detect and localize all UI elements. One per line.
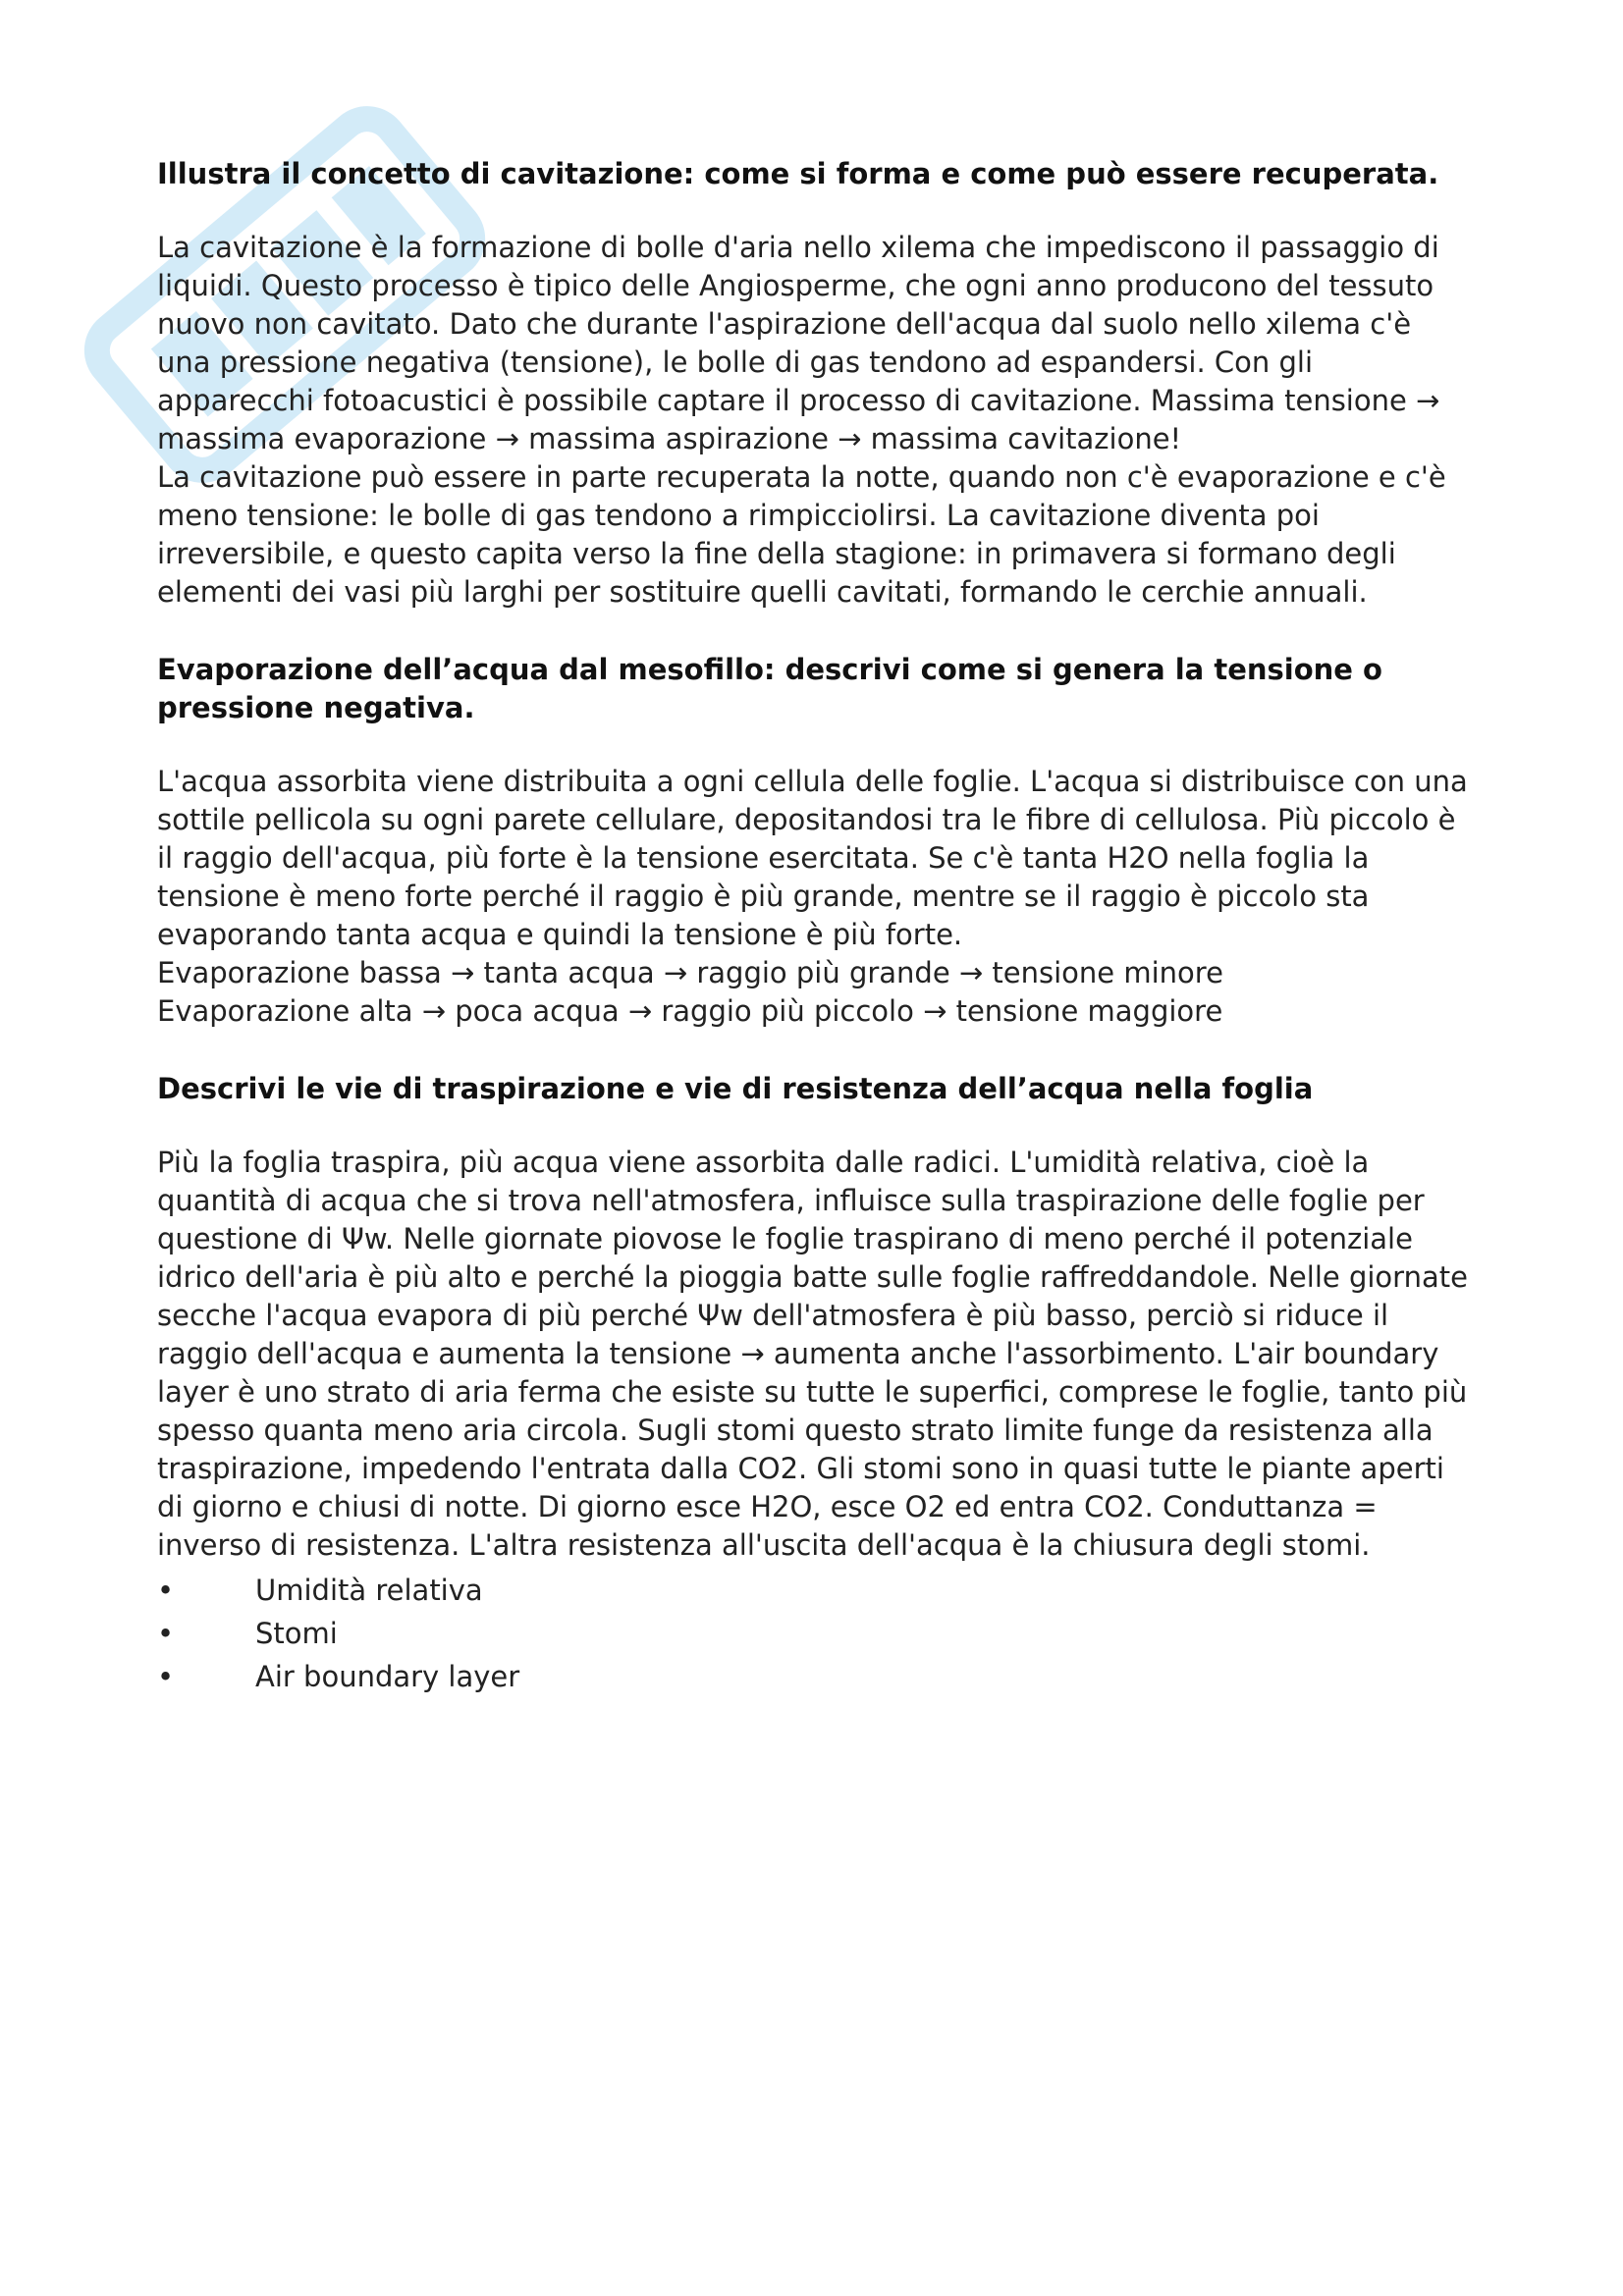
list-item bbox=[157, 1612, 1473, 1655]
paragraph: Evaporazione alta → poca acqua → raggio più piccolo → tensione maggiore bbox=[157, 994, 1223, 1028]
document-page bbox=[157, 155, 1473, 1737]
bullet-icon: • bbox=[157, 1574, 175, 1607]
paragraph: L'acqua assorbita viene distribuita a ogni cellula delle foglie. L'acqua si distribuisce con una sottile pellicola su ogni parete cellulare, depositandosi tra le fibre di cellulosa. Più piccolo è il raggio dell'acqua, più forte è la tensione esercitata. Se c'è tanta H2O nella foglia la tensione è meno forte perché il raggio è più grande, mentre se il raggio è piccolo sta evaporando tanta acqua e quindi la tensione è più forte. bbox=[157, 765, 1468, 951]
section-cavitazione bbox=[157, 155, 1473, 612]
paragraph: La cavitazione è la formazione di bolle d'aria nello xilema che impediscono il passaggio di liquidi. Questo processo è tipico delle Angiosperme, che ogni anno producono del tessuto nuovo non cavitato. Dato che durante l'aspirazione dell'acqua dal suolo nello xilema c'è una pressione negativa (tensione), le bolle di gas tendono ad espandersi. Con gli apparecchi fotoacustici è possibile captare il processo di cavitazione. Massima tensione → massima evaporazione → massima aspirazione → massima cavitazione! bbox=[157, 231, 1440, 455]
section-heading: Evaporazione dell’acqua dal mesofillo: descrivi come si genera la tensione o pressione negativa. bbox=[157, 653, 1382, 724]
list-item-label: Umidità relativa bbox=[255, 1574, 483, 1607]
list-item-label: Air boundary layer bbox=[255, 1660, 520, 1693]
paragraph: Più la foglia traspira, più acqua viene assorbita dalle radici. L'umidità relativa, cioè la quantità di acqua che si trova nell'atmosfera, influisce sulla traspirazione delle foglie per questione di Ψw. Nelle giornate piovose le foglie traspirano di meno perché il potenziale idrico dell'aria è più alto e perché la pioggia batte sulle foglie raffreddandole. Nelle giornate secche l'acqua evapora di più perché Ψw dell'atmosfera è più basso, perciò si riduce il raggio dell'acqua e aumenta la tensione → aumenta anche l'assorbimento. L'air boundary layer è uno strato di aria ferma che esiste su tutte le superfici, comprese le foglie, tanto più spesso quanta meno aria circola. Sugli stomi questo strato limite funge da resistenza alla traspirazione, impedendo l'entrata dalla CO2. Gli stomi sono in quasi tutte le piante aperti di giorno e chiusi di notte. Di giorno esce H2O, esce O2 ed entra CO2. Conduttanza = inverso di resistenza. L'altra resistenza all'uscita dell'acqua è la chiusura degli stomi. bbox=[157, 1146, 1468, 1562]
list-item bbox=[157, 1655, 1473, 1698]
section-heading: Illustra il concetto di cavitazione: come si forma e come può essere recuperata. bbox=[157, 157, 1439, 190]
paragraph: Evaporazione bassa → tanta acqua → raggio più grande → tensione minore bbox=[157, 956, 1223, 989]
list-item bbox=[157, 1569, 1473, 1612]
paragraph: La cavitazione può essere in parte recuperata la notte, quando non c'è evaporazione e c'è meno tensione: le bolle di gas tendono a rimpicciolirsi. La cavitazione diventa poi irreversibile, e questo capita verso la fine della stagione: in primavera si formano degli elementi dei vasi più larghi per sostituire quelli cavitati, formando le cerchie annuali. bbox=[157, 460, 1446, 609]
section-heading: Descrivi le vie di traspirazione e vie di resistenza dell’acqua nella foglia bbox=[157, 1072, 1314, 1105]
bullet-icon: • bbox=[157, 1617, 175, 1650]
list-item-label: Stomi bbox=[255, 1617, 338, 1650]
bullet-list bbox=[157, 1569, 1473, 1698]
bullet-icon: • bbox=[157, 1660, 175, 1693]
section-traspirazione bbox=[157, 1070, 1473, 1698]
section-evaporazione bbox=[157, 651, 1473, 1031]
